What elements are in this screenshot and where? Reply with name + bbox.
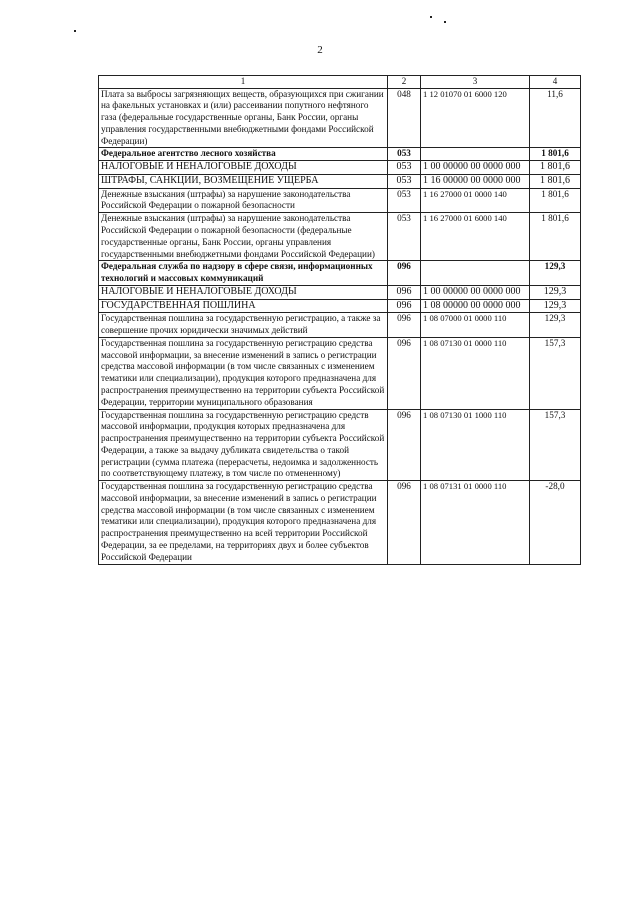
row-admin-code-cell: 053 xyxy=(388,148,421,161)
row-amount-cell: 1 801,6 xyxy=(530,148,581,161)
table-row xyxy=(99,299,581,313)
row-name-cell: ШТРАФЫ, САНКЦИИ, ВОЗМЕЩЕНИЕ УЩЕРБА xyxy=(99,174,388,188)
revenue-table xyxy=(98,75,581,565)
row-name-cell: Федеральное агентство лесного хозяйства xyxy=(99,148,388,161)
row-admin-code-cell: 096 xyxy=(388,261,421,286)
row-name-cell: Государственная пошлина за государственную регистрацию средств массовой информации, продукция которых предназначена для распространения преимущественно на территории субъекта Российской Федерации, а также за выдачу дубликата свидетельства о такой регистрации (сумма платежа (перерасчеты, недоимка и задолженность по соответствующему платежу, в том числе по отмененному) xyxy=(99,409,388,481)
table-row xyxy=(99,409,581,481)
row-budget-code-cell: 1 12 01070 01 6000 120 xyxy=(421,88,530,148)
table-header-row xyxy=(99,76,581,89)
column-header: 2 xyxy=(388,76,421,89)
row-budget-code-cell: 1 08 07130 01 1000 110 xyxy=(421,409,530,481)
table-row xyxy=(99,148,581,161)
table-row xyxy=(99,88,581,148)
row-budget-code-cell: 1 08 07000 01 0000 110 xyxy=(421,313,530,338)
row-admin-code-cell: 096 xyxy=(388,299,421,313)
table-row xyxy=(99,313,581,338)
row-budget-code-cell xyxy=(421,148,530,161)
row-amount-cell: 129,3 xyxy=(530,313,581,338)
row-admin-code-cell: 096 xyxy=(388,409,421,481)
row-amount-cell: 1 801,6 xyxy=(530,161,581,175)
scan-speck xyxy=(444,21,446,23)
row-admin-code-cell: 096 xyxy=(388,481,421,564)
table-row xyxy=(99,261,581,286)
row-admin-code-cell: 053 xyxy=(388,161,421,175)
row-admin-code-cell: 053 xyxy=(388,174,421,188)
row-budget-code-cell: 1 08 07131 01 0000 110 xyxy=(421,481,530,564)
table-row xyxy=(99,161,581,175)
column-header: 4 xyxy=(530,76,581,89)
row-name-cell: Государственная пошлина за государственную регистрацию средства массовой информации, за внесение изменений в запись о регистрации средства массовой информации (в том числе связанных с изменением тематики или специализации), продукция которого предназначена для распространения преимущественно на всей территории Российской Федерации, за ее пределами, на территориях двух и более субъектов Российской Федерации xyxy=(99,481,388,564)
row-name-cell: Денежные взыскания (штрафы) за нарушение законодательства Российской Федерации о пожарной безопасности (федеральные государственные органы, Банк России, органы управления государственными внебюджетными фондами Российской Федерации) xyxy=(99,213,388,261)
row-amount-cell: 157,3 xyxy=(530,337,581,409)
row-admin-code-cell: 053 xyxy=(388,213,421,261)
table-row xyxy=(99,481,581,564)
table-row xyxy=(99,188,581,213)
row-amount-cell: 11,6 xyxy=(530,88,581,148)
row-amount-cell: 1 801,6 xyxy=(530,213,581,261)
row-budget-code-cell: 1 00 00000 00 0000 000 xyxy=(421,161,530,175)
row-budget-code-cell: 1 00 00000 00 0000 000 xyxy=(421,285,530,299)
table-row xyxy=(99,213,581,261)
table-row xyxy=(99,337,581,409)
row-budget-code-cell: 1 16 27000 01 0000 140 xyxy=(421,188,530,213)
row-amount-cell: 129,3 xyxy=(530,261,581,286)
scan-speck xyxy=(430,16,432,18)
column-header: 1 xyxy=(99,76,388,89)
row-budget-code-cell: 1 08 07130 01 0000 110 xyxy=(421,337,530,409)
row-name-cell: Федеральная служба по надзору в сфере связи, информационных технологий и массовых коммуникаций xyxy=(99,261,388,286)
column-header: 3 xyxy=(421,76,530,89)
row-name-cell: ГОСУДАРСТВЕННАЯ ПОШЛИНА xyxy=(99,299,388,313)
row-amount-cell: 1 801,6 xyxy=(530,174,581,188)
row-name-cell: Государственная пошлина за государственную регистрацию средства массовой информации, за внесение изменений в запись о регистрации средства массовой информации (в том числе связанных с изменением тематики или специализации), продукция которого предназначена для распространения преимущественно на территории субъекта Российской Федерации, территории муниципального образования xyxy=(99,337,388,409)
row-amount-cell: 157,3 xyxy=(530,409,581,481)
table-row xyxy=(99,174,581,188)
row-name-cell: Государственная пошлина за государственную регистрацию, а также за совершение прочих юридически значимых действий xyxy=(99,313,388,338)
row-admin-code-cell: 096 xyxy=(388,285,421,299)
row-budget-code-cell: 1 16 00000 00 0000 000 xyxy=(421,174,530,188)
row-amount-cell: -28,0 xyxy=(530,481,581,564)
row-admin-code-cell: 053 xyxy=(388,188,421,213)
page-number: 2 xyxy=(317,44,323,56)
row-name-cell: НАЛОГОВЫЕ И НЕНАЛОГОВЫЕ ДОХОДЫ xyxy=(99,161,388,175)
row-budget-code-cell: 1 08 00000 00 0000 000 xyxy=(421,299,530,313)
row-budget-code-cell xyxy=(421,261,530,286)
row-name-cell: НАЛОГОВЫЕ И НЕНАЛОГОВЫЕ ДОХОДЫ xyxy=(99,285,388,299)
table-row xyxy=(99,285,581,299)
row-amount-cell: 1 801,6 xyxy=(530,188,581,213)
row-budget-code-cell: 1 16 27000 01 6000 140 xyxy=(421,213,530,261)
row-amount-cell: 129,3 xyxy=(530,299,581,313)
row-admin-code-cell: 048 xyxy=(388,88,421,148)
row-name-cell: Плата за выбросы загрязняющих веществ, образующихся при сжигании на факельных установках и (или) рассеивании попутного нефтяного газа (федеральные государственные органы, Банк России, органы управления государственными внебюджетными фондами Российской Федерации) xyxy=(99,88,388,148)
row-admin-code-cell: 096 xyxy=(388,337,421,409)
row-admin-code-cell: 096 xyxy=(388,313,421,338)
row-amount-cell: 129,3 xyxy=(530,285,581,299)
row-name-cell: Денежные взыскания (штрафы) за нарушение законодательства Российской Федерации о пожарной безопасности xyxy=(99,188,388,213)
scan-speck xyxy=(74,30,76,32)
